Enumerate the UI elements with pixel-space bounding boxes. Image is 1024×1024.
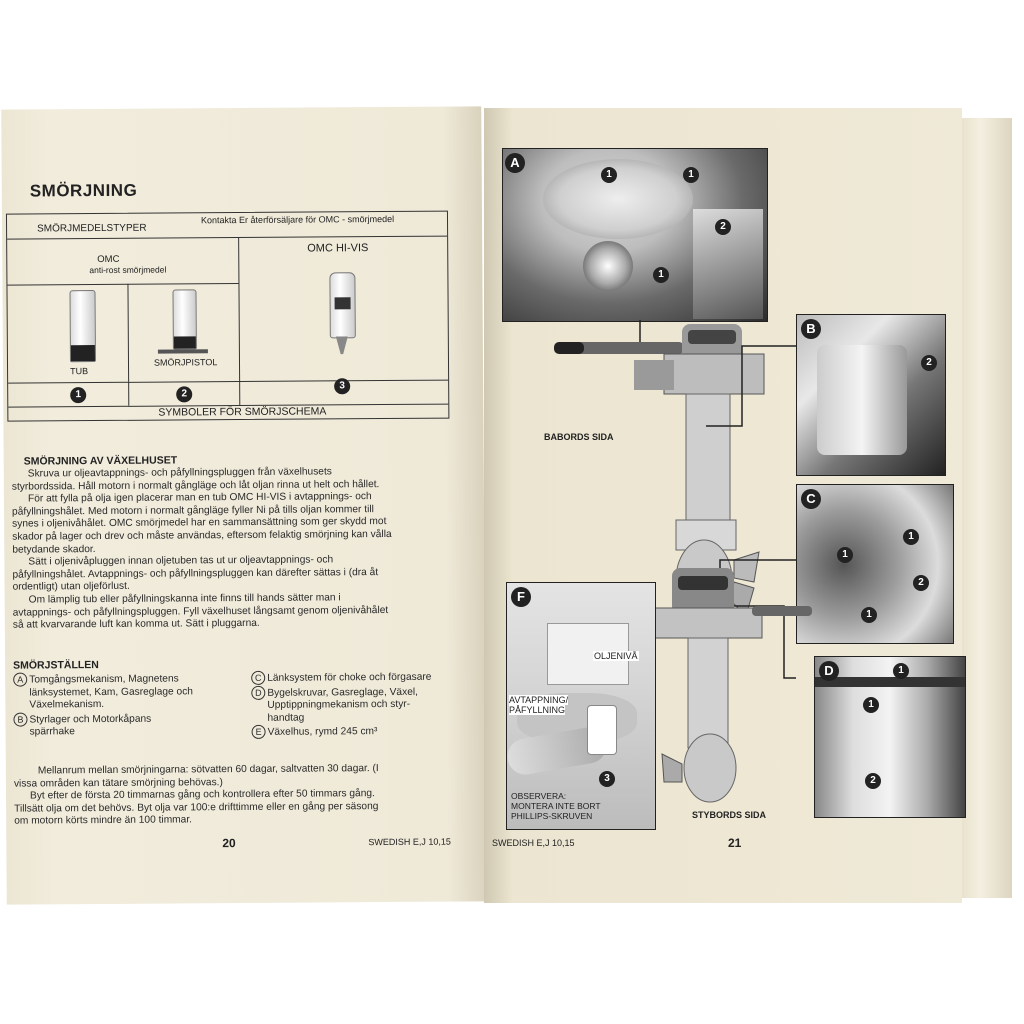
callout-1: 1: [903, 529, 919, 545]
observe-line: MONTERA INTE BORT: [511, 801, 601, 811]
page-number: 21: [728, 836, 742, 850]
label-b: B: [801, 319, 821, 339]
callout-2: 2: [913, 575, 929, 591]
symbol-1: 1: [70, 387, 86, 403]
label-a: A: [505, 153, 525, 173]
symbol-3: 3: [334, 378, 350, 394]
grease-gun-nozzle: [158, 349, 208, 353]
symbol-2: 2: [176, 386, 192, 402]
outboard-motor-starboard: [652, 568, 812, 808]
letter-c: C: [251, 671, 265, 685]
text-line: ordentligt) utan oljeförlust.: [12, 581, 130, 593]
text-line: påfyllningshålet. Med motorn i normalt gångläge fyller Ni på tills oljan kommer till: [12, 503, 374, 518]
text-line: Sätt i oljenivåpluggen innan oljetuben tas ut ur oljeavtappnings- och: [28, 554, 334, 568]
text-line: betydande skador.: [12, 543, 96, 556]
text-line: styrbordssida. Håll motorn i normalt gångläge och låt oljan rinna ut helt och hållet.: [11, 478, 380, 493]
text-line: så att kvarvarande luft kan komma ut. Sätt i pluggarna.: [12, 618, 260, 631]
place-c-line: Länksystem för choke och förgasare: [267, 671, 432, 684]
callout-1: 1: [683, 167, 699, 183]
label-d: D: [819, 661, 839, 681]
right-page: [484, 108, 962, 903]
places-col-left: [13, 671, 245, 740]
callout-1: 1: [861, 607, 877, 623]
gearcase-heading: SMÖRJNING AV VÄXELHUSET: [23, 454, 178, 468]
divider: [7, 283, 238, 286]
text-line: avtappnings- och påfyllningspluggen. Fyll växelhuset långsamt genom oljenivåhålet: [12, 604, 389, 619]
observe-line: PHILLIPS-SKRUVEN: [511, 811, 593, 821]
callout-2: 2: [715, 219, 731, 235]
place-b-line: spärrhake: [29, 726, 75, 738]
place-a-line: länksystemet, Kam, Gasreglage och: [29, 685, 193, 699]
text-line: Tillsätt olja om det behövs. Byt olja var 100:e drifttimme eller en gång per säsong: [14, 800, 379, 815]
footer-code: SWEDISH E,J 10,15: [368, 836, 451, 848]
text-line: skador på lager och drev och måste användas, eftersom felaktig smörjning kan vålla: [12, 528, 392, 543]
callout-1: 1: [863, 697, 879, 713]
starboard-side-label: STYBORDS SIDA: [692, 810, 767, 820]
label-c: C: [801, 489, 821, 509]
photo-c: [796, 484, 954, 644]
text-line: om motorn körts mindre än 100 timmar.: [14, 814, 193, 827]
lubricant-table: [6, 211, 449, 422]
text-line: Byt efter de första 20 timmarnas gång och kontrollera efter 50 timmars gång.: [29, 788, 375, 802]
grease-gun-icon: [172, 289, 196, 349]
letter-d: D: [251, 685, 265, 699]
divider: [7, 236, 447, 240]
gun-label: SMÖRJPISTOL: [153, 357, 218, 368]
text-line: Skruva ur oljeavtappnings- och påfyllningspluggen från växelhusets: [27, 466, 332, 480]
callout-2: 2: [865, 773, 881, 789]
observe-line: OBSERVERA:: [511, 791, 567, 801]
page-edge: [960, 118, 1012, 898]
text-line: synes i oljenivåhålet. OMC smörjmedel har en sammansättning som ger skydd mot: [12, 516, 387, 530]
divider: [239, 381, 240, 405]
omc-sub-label: anti-rost smörjmedel: [89, 264, 167, 276]
photo-f: [506, 582, 656, 830]
place-b-line: Styrlager och Motorkåpans: [29, 713, 152, 726]
footer-code: SWEDISH E,J 10,15: [492, 838, 575, 848]
gearcase-text: [12, 465, 473, 632]
hivis-label: OMC HI-VIS: [307, 242, 369, 255]
callout-1: 1: [653, 267, 669, 283]
photo-b: [796, 314, 946, 476]
table-footer: SYMBOLER FÖR SMÖRJSCHEMA: [158, 405, 327, 419]
text-line: påfyllningshålet. Avtappnings- och påfyllningspluggen kan därefter sättas i (dra åt: [12, 566, 379, 581]
callout-1: 1: [837, 547, 853, 563]
text-line: Om lämplig tub eller påfyllningskanna inte finns till hands sätter man i: [28, 592, 341, 606]
photo-d: [814, 656, 966, 818]
callout-1: 1: [893, 663, 909, 679]
omc-label: OMC: [97, 253, 120, 266]
letter-e: E: [252, 725, 266, 739]
place-d-line: Bygelskruvar, Gasreglage, Växel,: [267, 686, 418, 699]
page-title: SMÖRJNING: [29, 180, 138, 201]
callout-2: 2: [921, 355, 937, 371]
tube-icon: [69, 290, 96, 362]
callout-1: 1: [601, 167, 617, 183]
divider: [8, 380, 448, 384]
place-a-line: Växelmekanism.: [29, 699, 105, 711]
place-a-line: Tomgångsmekanism, Magnetens: [29, 673, 179, 686]
text-line: Mellanrum mellan smörjningarna: sötvatten 60 dagar, saltvatten 30 dagar. (I: [37, 763, 379, 777]
letter-b: B: [13, 712, 27, 726]
drain-fill-label-1: AVTAPPNING/: [509, 695, 569, 705]
places-col-right: [251, 669, 471, 740]
port-side-label: BABORDS SIDA: [544, 432, 614, 442]
page-number: 20: [222, 836, 236, 851]
left-page: [1, 106, 487, 904]
divider: [238, 237, 240, 381]
contact-note: Kontakta Er återförsäljare för OMC - smörjmedel: [200, 213, 395, 226]
label-f: F: [511, 587, 531, 607]
text-line: För att fylla på olja igen placerar man en tub OMC HI-VIS i avtappnings- och: [27, 491, 372, 505]
tube-label: TUB: [70, 366, 89, 377]
bottle-nozzle: [336, 336, 348, 354]
places-heading: SMÖRJSTÄLLEN: [13, 659, 99, 672]
drain-fill-label-2: PÅFYLLNING: [509, 705, 566, 715]
divider: [127, 284, 129, 382]
place-d-line: Upptippningmekanism och styr-: [267, 699, 411, 712]
letter-a: A: [13, 673, 27, 687]
hivis-bottle-icon: [329, 272, 355, 338]
text-line: vissa områden kan tätare smörjning behövas.): [13, 776, 223, 790]
intervals-text: [14, 762, 476, 828]
divider: [128, 382, 129, 406]
types-label: SMÖRJMEDELSTYPER: [37, 222, 147, 235]
place-d-line: handtag: [267, 712, 305, 724]
place-e-line: Växelhus, rymd 245 cm³: [267, 726, 378, 739]
callout-3: 3: [599, 771, 615, 787]
oil-level-label: OLJENIVÅ: [594, 651, 638, 661]
